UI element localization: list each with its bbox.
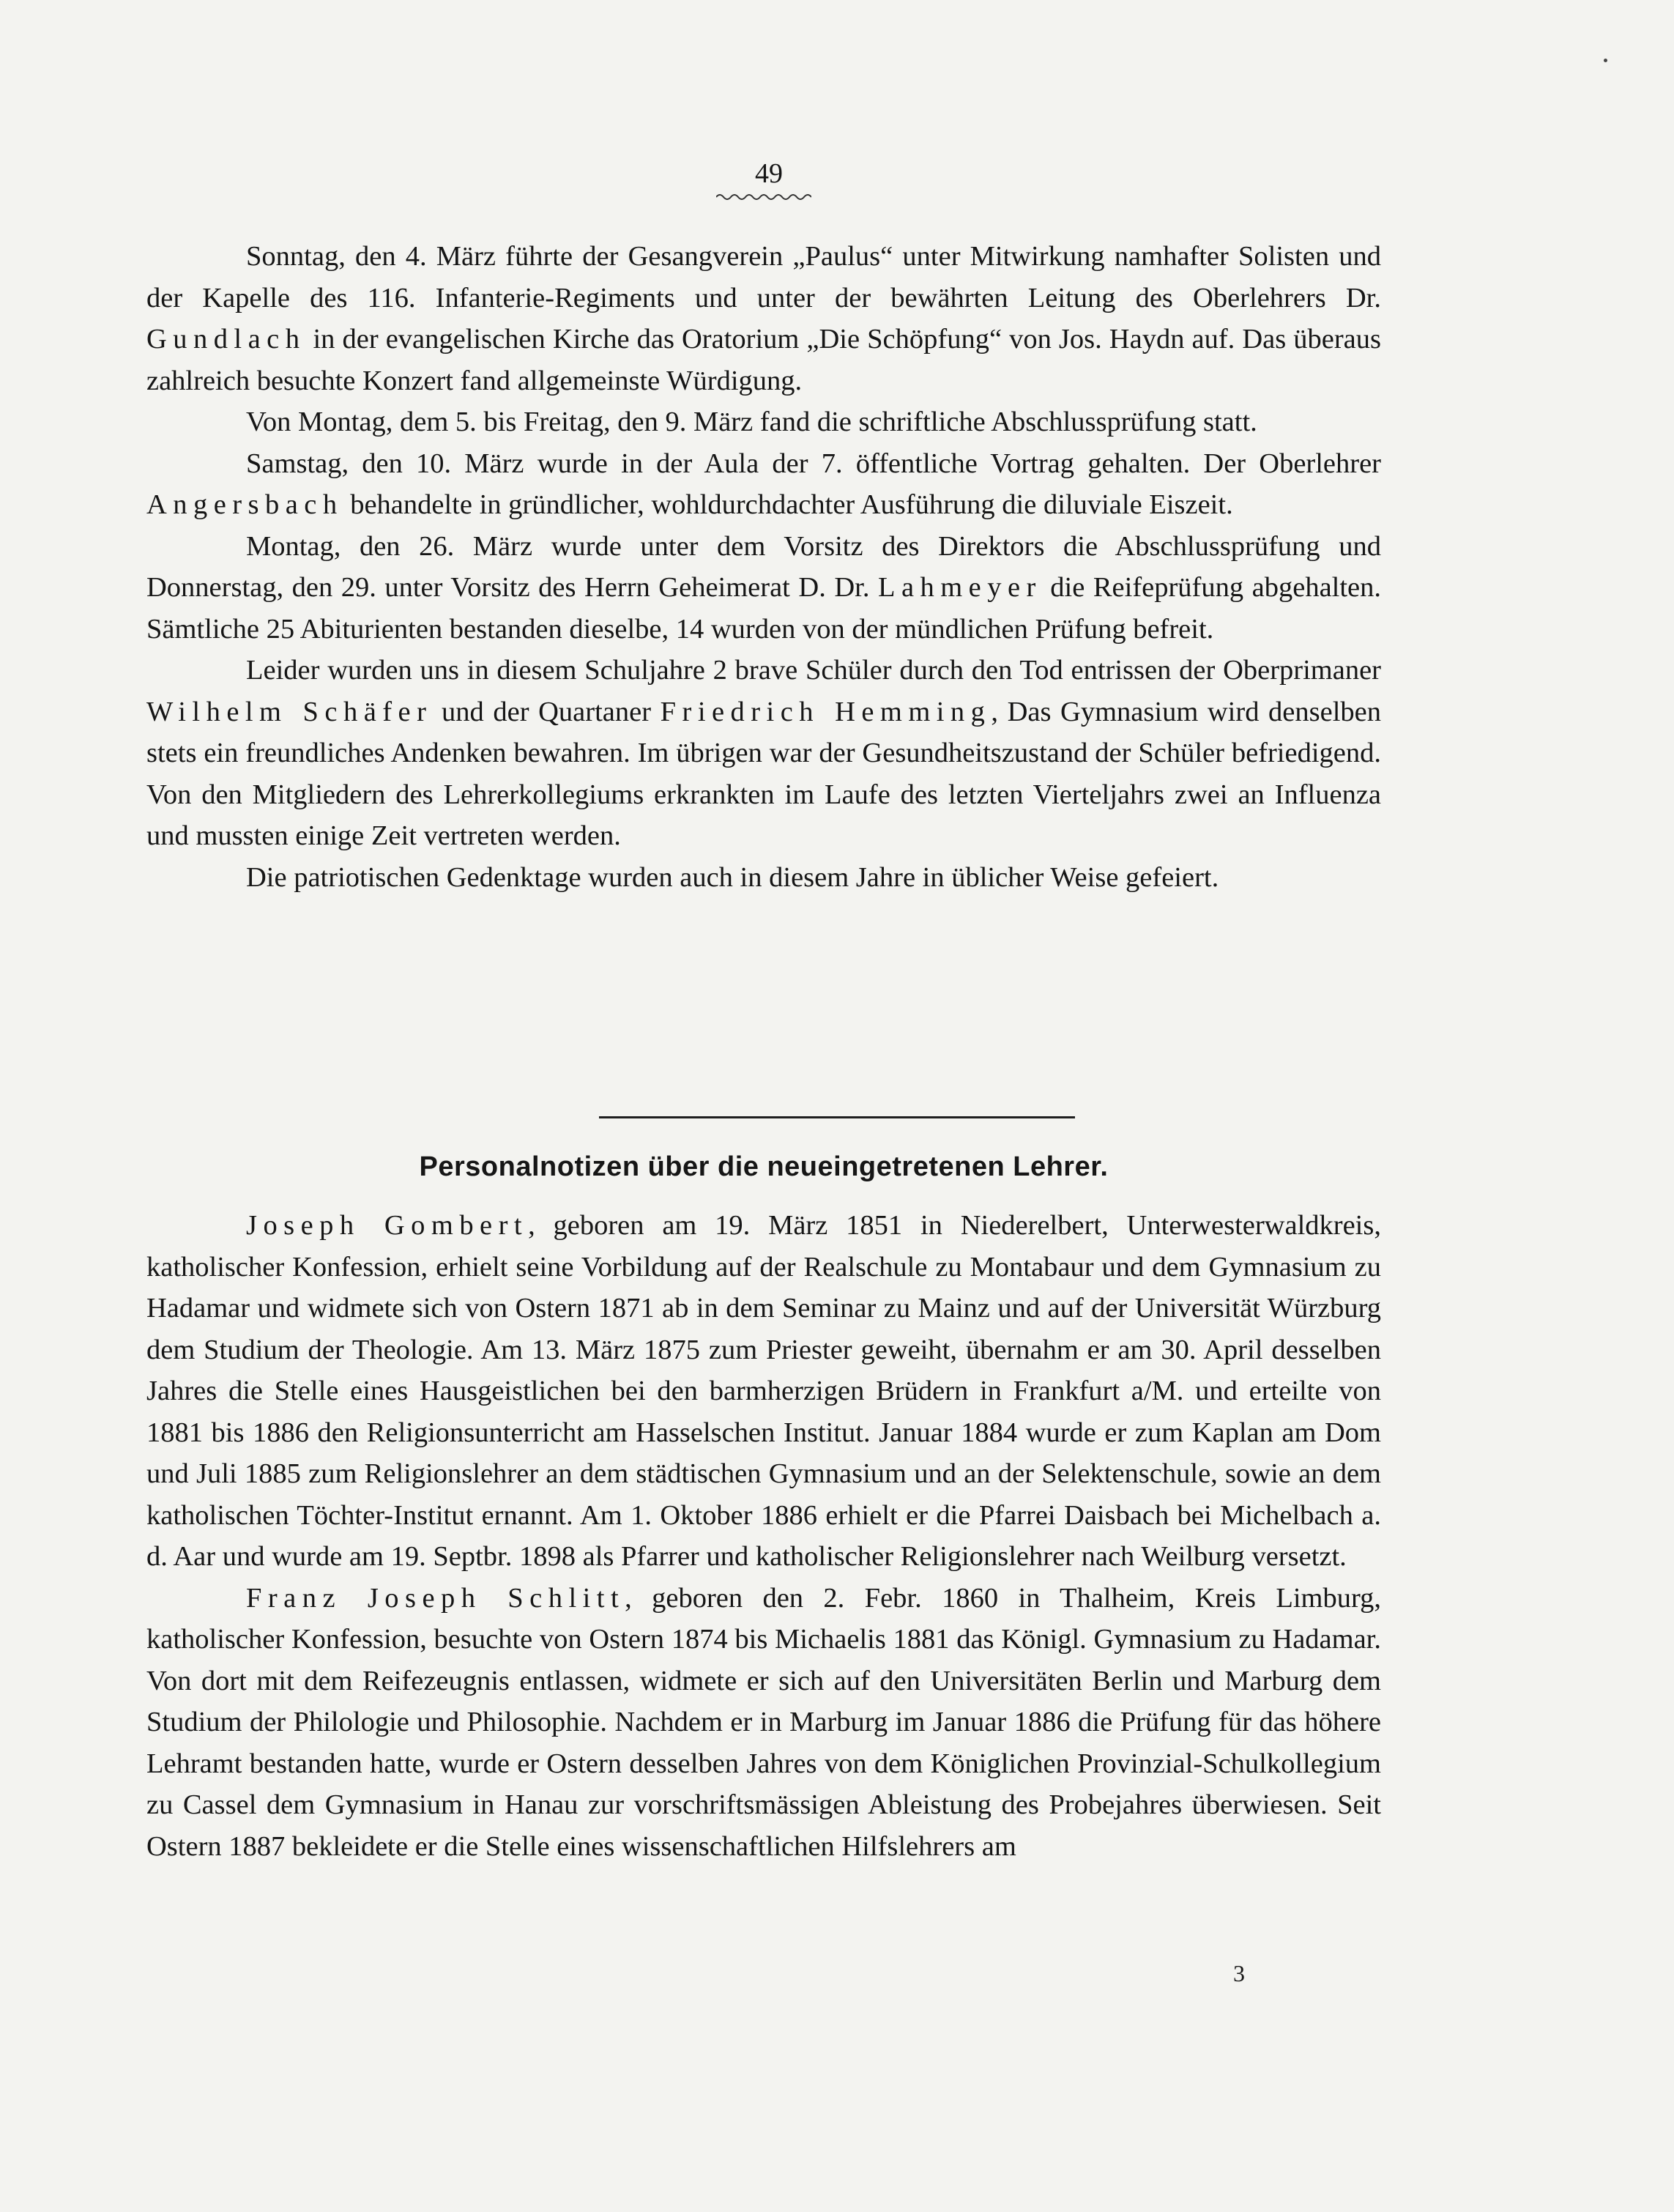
text-run: Die patriotischen Gedenktage wurden auch in diesem Jahre in üblicher Weise gefeiert. xyxy=(246,861,1219,893)
text-run: Sonntag, den 4. März führte der Gesangverein „Paulus“ unter Mitwirkung namhafter Solisten und der Kapelle des 116. Infanterie-Regiments und unter der bewährten Leitung des Oberlehrers Dr. xyxy=(146,241,1381,313)
spaced-name: Franz Joseph Schlitt xyxy=(246,1582,625,1614)
paragraph xyxy=(146,526,1381,650)
paragraph xyxy=(146,401,1381,443)
section-divider xyxy=(599,1116,1075,1118)
personnel-notes-text xyxy=(146,1205,1381,1867)
paragraph xyxy=(146,236,1381,401)
spaced-name: Gundlach xyxy=(146,324,306,355)
page-number-ornament xyxy=(716,192,811,202)
text-run: und der Quartaner xyxy=(432,696,661,727)
page-number: 49 xyxy=(755,158,783,189)
spaced-name: Wilhelm Schäfer xyxy=(146,696,433,727)
text-run: , geboren am 19. März 1851 in Niederelbert, Unterwesterwaldkreis, katholischer Konfession, erhielt seine Vorbildung auf der Realschule zu Montabaur und dem Gymnasium zu Hadamar und widmete sich von Ostern 1871 ab in dem Seminar zu Mainz und auf der Universität Würzburg dem Studium der Theologie. Am 13. März 1875 zum Priester geweiht, übernahm er am 30. April desselben Jahres die Stelle eines Hausgeistlichen bei den barmherzigen Brüdern in Frankfurt a/M. und erteilte von 1881 bis 1886 den Religionsunterricht am Hasselschen Institut. Januar 1884 wurde er zum Kaplan am Dom und Juli 1885 zum Religionslehrer an dem städtischen Gymnasium und an der Selektenschule, sowie an dem katholischen Töchter-Institut ernannt. Am 1. Oktober 1886 erhielt er die Pfarrei Daisbach bei Michelbach a. d. Aar und wurde am 19. Septbr. 1898 als Pfarrer und katholischer Religionslehrer nach Weilburg versetzt. xyxy=(146,1210,1381,1572)
scan-speck xyxy=(1604,59,1607,62)
paragraph xyxy=(146,857,1381,899)
spaced-name: Angersbach xyxy=(146,489,343,520)
text-run: behandelte in gründlicher, wohldurchdachter Ausführung die diluviale Eiszeit. xyxy=(343,489,1233,520)
paragraph xyxy=(146,1578,1381,1868)
text-run: Montag, den 26. März wurde unter dem Vorsitz des Direktors die Abschlussprüfung und Donnerstag, den 29. unter Vorsitz des Herrn Geheimerat D. Dr. xyxy=(146,530,1381,603)
text-run: , geboren den 2. Febr. 1860 in Thalheim, Kreis Limburg, katholischer Konfession, besuchte von Ostern 1874 bis Michaelis 1881 das Königl. Gymnasium zu Hadamar. Von dort mit dem Reifezeugnis entlassen, widmete er sich auf den Universitäten Berlin und Marburg dem Studium der Philologie und Philosophie. Nachdem er in Marburg im Januar 1886 die Prüfung für das höhere Lehramt bestanden hatte, wurde er Ostern desselben Jahres von dem Königlichen Provinzial-Schulkollegium zu Cassel dem Gymnasium in Hanau zur vorschriftsmässigen Ableistung des Probejahres überwiesen. Seit Ostern 1887 bekleidete er die Stelle eines wissenschaftlichen Hilfslehrers am xyxy=(146,1582,1381,1862)
spaced-name: Joseph Gombert xyxy=(246,1210,529,1241)
text-run: die Reifeprüfung abgehalten. Sämtliche 25 Abiturienten bestanden dieselbe, 14 wurden von der mündlichen Prüfung befreit. xyxy=(146,572,1382,645)
text-run: Samstag, den 10. März wurde in der Aula der 7. öffentliche Vortrag gehalten. Der Oberlehrer xyxy=(246,448,1381,479)
paragraph xyxy=(146,443,1381,526)
text-run: , Das Gymnasium wird denselben stets ein freundliches Andenken bewahren. Im übrigen war der Gesundheitszustand der Schüler befriedigend. Von den Mitgliedern des Lehrerkollegiums erkrankten im Laufe des letzten Vierteljahrs zwei an Influenza und mussten einige Zeit vertreten werden. xyxy=(146,696,1381,851)
spaced-name: Friedrich Hemming xyxy=(660,696,992,727)
section-heading: Personalnotizen über die neueingetretenen Lehrer. xyxy=(419,1151,1109,1182)
text-run: Von Montag, dem 5. bis Freitag, den 9. März fand die schriftliche Abschlussprüfung statt. xyxy=(246,407,1257,437)
school-chronicle-text xyxy=(146,236,1381,898)
paragraph xyxy=(146,1205,1381,1578)
paragraph xyxy=(146,650,1381,857)
printer-signature-mark: 3 xyxy=(1233,1960,1245,1986)
spaced-name: Lahmeyer xyxy=(877,572,1042,603)
text-run: in der evangelischen Kirche das Oratorium „Die Schöpfung“ von Jos. Haydn auf. Das überaus zahlreich besuchte Konzert fand allgemeinste Würdigung. xyxy=(146,324,1381,396)
text-run: Leider wurden uns in diesem Schuljahre 2 brave Schüler durch den Tod entrissen der Oberprimaner xyxy=(246,655,1381,686)
